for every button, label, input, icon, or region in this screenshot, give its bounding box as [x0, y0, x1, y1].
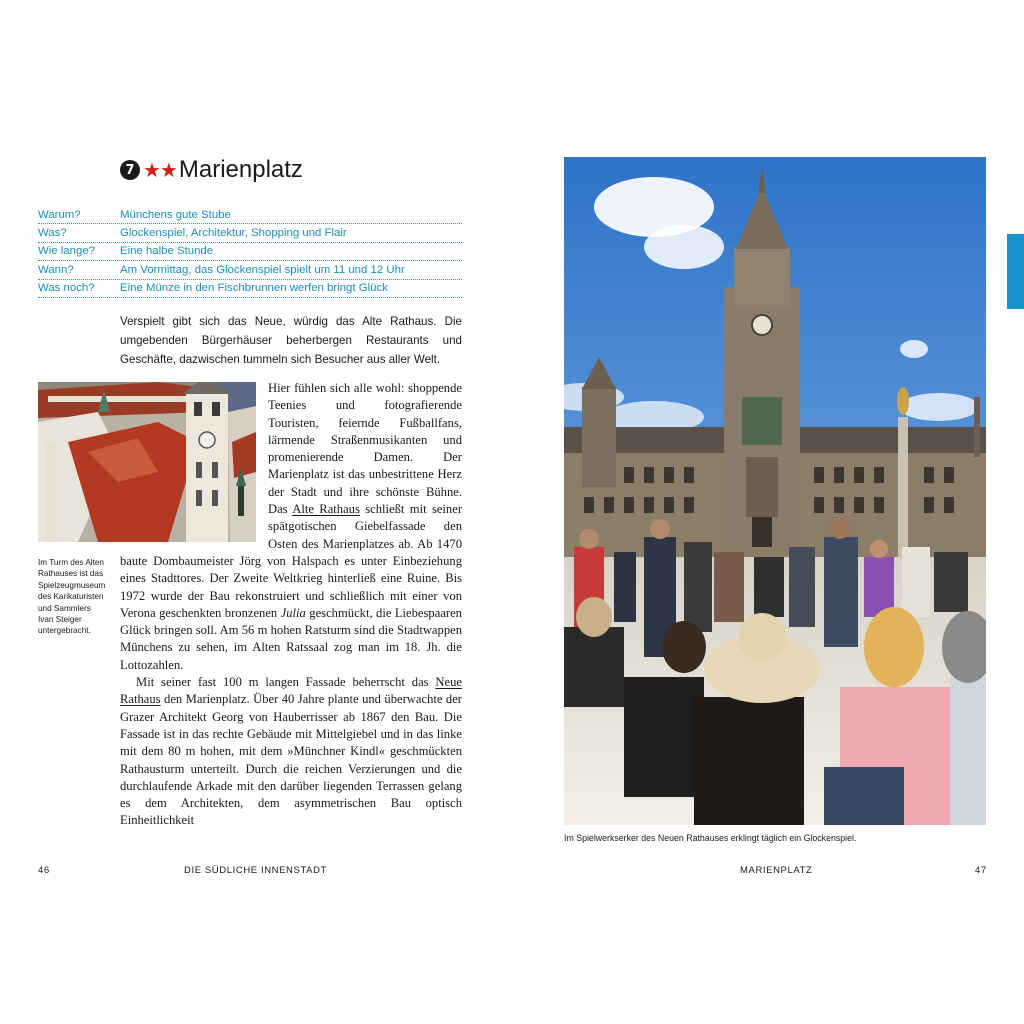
photo-wrap-spacer: [120, 380, 268, 551]
lead-paragraph: Verspielt gibt sich das Neue, würdig das Alte Rathaus. Die umgebenden Bürgerhäuser beherbergen Restaurants und Geschäfte, dazwischen tummeln sich Besucher aus aller Welt.: [120, 315, 462, 366]
neues-rathaus-photo: [564, 157, 986, 825]
fact-key: Wann?: [38, 263, 74, 276]
number-badge: 7: [120, 160, 140, 180]
body-text-segment: den Marienplatz. Über 40 Jahre plante und überwachte der Grazer Architekt Georg von Hauberrisser ab 1867 den Bau. Die Fassade ist in das rechte Gebäude mit Mittelgiebel und in das linke mit dem 80 m hohen, mit dem »Münchner Kindl« geschmückten Rathausturm unterteilt. Durch die reichen Verzierungen und die durchlaufende Arkade mit den darüber liegenden Terrassen gelang es dem Architekten, dem asymmetrischen Bau optisch Einheitlichkeit: [120, 692, 462, 828]
fact-row: [38, 261, 462, 279]
body-text-segment: Hier fühlen sich alle wohl: shoppende Teenies und fotografierende Touristen, feiernde Fußballfans, lärmende Straßenmusikanten und promenierende Damen. Der Marienplatz ist das unbestrittene Herz der Stadt und ihre schönste Bühne. Das: [268, 381, 462, 517]
page-number-right: 47: [975, 865, 987, 876]
running-header-left: DIE SÜDLICHE INNENSTADT: [184, 865, 327, 876]
fact-row: [38, 243, 462, 261]
running-header-right: MARIENPLATZ: [740, 865, 813, 876]
facts-table: [38, 206, 462, 298]
fact-key: Was?: [38, 227, 67, 240]
fact-key: Warum?: [38, 208, 81, 221]
body-text-segment: Mit seiner fast 100 m langen Fassade beherrscht das: [136, 675, 436, 690]
fact-row: [38, 206, 462, 224]
fact-value: Eine halbe Stunde: [120, 245, 214, 258]
title-text: Marienplatz: [178, 156, 303, 183]
photo-caption-right: Im Spielwerkserker des Neuen Rathauses erklingt täglich ein Glockenspiel.: [564, 833, 857, 843]
body-text-italic: Julia: [280, 605, 306, 620]
fact-key: Was noch?: [38, 282, 95, 295]
rating-stars-icon: ★★: [143, 158, 177, 182]
fact-row: [38, 280, 462, 298]
photo-caption-left: Im Turm des Alten Rathauses ist das Spielzeugmuseum des Karikaturisten und Sammlers Ivan Steiger untergebracht.: [38, 558, 106, 636]
body-text-segment: geschmückt, die Liebespaaren Glück bringen soll. Am 56 m hohen Ratsturm sind die Stadtwappen Münchens zu sehen, im Alten Ratssaal zog man im 18. Jh. die Lottozahlen.: [120, 605, 462, 672]
body-text: [120, 380, 462, 830]
page-title: [120, 154, 303, 186]
body-paragraph-2: [120, 674, 462, 830]
neue-rathaus-link[interactable]: Neue Rathaus: [120, 675, 462, 707]
alte-rathaus-link[interactable]: Alte Rathaus: [292, 502, 360, 517]
fact-value: Glockenspiel, Architektur, Shopping und Flair: [120, 227, 347, 240]
fact-key: Wie lange?: [38, 245, 95, 258]
fact-value: Am Vormittag, das Glockenspiel spielt um 11 und 12 Uhr: [120, 263, 405, 276]
page-number-left: 46: [38, 865, 50, 876]
body-text-segment: schließt mit seiner spätgotischen Giebelfassade den Osten des Marienplatzes ab. Ab 1470 baute Dombaumeister Jörg von Halspach es unter Einbeziehung eines Stadttores. Der Zweite Weltkrieg hinterließ eine Ruine. Bis 1972 wurde der Bau rekonstruiert und schließlich mit einer von Verona geschenkten bronzenen: [120, 502, 463, 620]
fact-row: [38, 224, 462, 242]
chapter-tab: [1007, 234, 1024, 309]
fact-value: Münchens gute Stube: [120, 208, 231, 221]
fact-value: Eine Münze in den Fischbrunnen werfen bringt Glück: [120, 282, 388, 295]
